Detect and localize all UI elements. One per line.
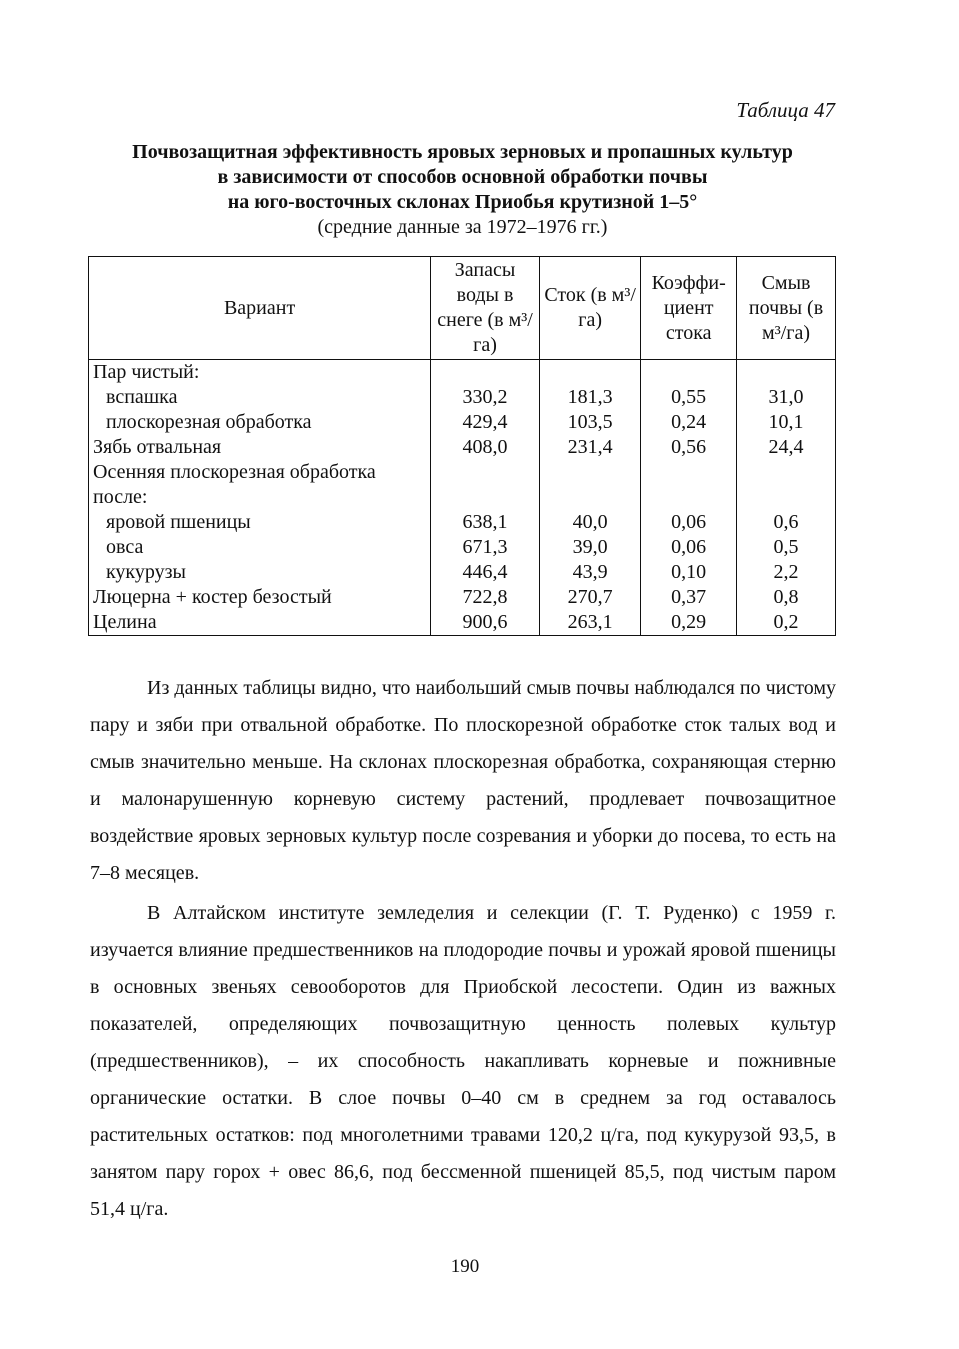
table-row <box>89 610 836 636</box>
cell-soil-loss: 24,4 <box>737 435 836 460</box>
table-row <box>89 410 836 435</box>
table-row <box>89 385 836 410</box>
table-row <box>89 560 836 585</box>
cell-soil-loss: 0,2 <box>737 610 836 636</box>
data-table <box>88 256 836 636</box>
header-snow-water: Запасы воды в снеге (в м³/га) <box>431 257 540 360</box>
cell-coefficient: 0,56 <box>641 435 737 460</box>
cell-soil-loss <box>737 460 836 485</box>
cell-coefficient <box>641 485 737 510</box>
cell-soil-loss <box>737 360 836 386</box>
table-row <box>89 460 836 485</box>
table-row <box>89 360 836 386</box>
cell-coefficient: 0,06 <box>641 510 737 535</box>
cell-snow-water: 446,4 <box>431 560 540 585</box>
cell-runoff: 270,7 <box>539 585 640 610</box>
cell-soil-loss: 10,1 <box>737 410 836 435</box>
cell-snow-water <box>431 485 540 510</box>
cell-runoff: 231,4 <box>539 435 640 460</box>
cell-runoff: 43,9 <box>539 560 640 585</box>
cell-snow-water: 429,4 <box>431 410 540 435</box>
row-label: Осенняя плоскорезная обработка <box>89 460 431 485</box>
table-caption: Таблица 47 <box>736 98 835 122</box>
row-label: Пар чистый: <box>89 360 431 386</box>
cell-coefficient: 0,55 <box>641 385 737 410</box>
row-label: Зябь отвальная <box>89 435 431 460</box>
table-row <box>89 585 836 610</box>
cell-snow-water: 408,0 <box>431 435 540 460</box>
cell-coefficient: 0,06 <box>641 535 737 560</box>
header-coefficient: Коэффи-циент стока <box>641 257 737 360</box>
cell-snow-water: 638,1 <box>431 510 540 535</box>
cell-snow-water <box>431 360 540 386</box>
cell-soil-loss: 0,8 <box>737 585 836 610</box>
cell-coefficient <box>641 460 737 485</box>
cell-soil-loss <box>737 485 836 510</box>
header-runoff: Сток (в м³/га) <box>539 257 640 360</box>
cell-soil-loss: 2,2 <box>737 560 836 585</box>
cell-coefficient: 0,37 <box>641 585 737 610</box>
body-text <box>90 670 836 1228</box>
cell-snow-water: 330,2 <box>431 385 540 410</box>
header-variant: Вариант <box>89 257 431 360</box>
cell-runoff: 103,5 <box>539 410 640 435</box>
table-title <box>90 140 835 240</box>
cell-coefficient: 0,24 <box>641 410 737 435</box>
cell-soil-loss: 0,5 <box>737 535 836 560</box>
table-header-row <box>89 257 836 360</box>
paragraph: Из данных таблицы видно, что наибольший смыв почвы наблюдался по чистому пару и зяби при отвальной обработке. По плоскорезной обработке сток талых вод и смыв значительно меньше. На склонах плоскорезная обработка, сохраняющая стерню и малонарушенную корневую систему растений, продлевает почвозащитное воздействие яровых зерновых культур после созревания и уборки до посева, то есть на 7–8 месяцев. <box>90 677 836 884</box>
table-row <box>89 510 836 535</box>
paragraph: В Алтайском институте земледелия и селекции (Г. Т. Руденко) с 1959 г. изучается влияние предшественников на плодородие почвы и урожай яровой пшеницы в основных звеньях севооборотов для Приобской лесостепи. Один из важных показателей, определяющих почвозащитную ценность полевых культур (предшественников), – их способность накапливать корневые и пожнивные органические остатки. В слое почвы 0–40 см в среднем за год оставалось растительных остатков: под многолетними травами 120,2 ц/га, под кукурузой 93,5, в занятом пару горох + овес 86,6, под бессменной пшеницей 85,5, под чистым паром 51,4 ц/га. <box>90 902 836 1220</box>
row-label: после: <box>89 485 431 510</box>
cell-runoff <box>539 360 640 386</box>
row-label: плоскорезная обработка <box>89 410 431 435</box>
cell-snow-water <box>431 460 540 485</box>
cell-snow-water: 671,3 <box>431 535 540 560</box>
table-row <box>89 535 836 560</box>
title-line-2: в зависимости от способов основной обработки почвы <box>217 166 708 188</box>
cell-runoff: 39,0 <box>539 535 640 560</box>
title-line-3: на юго-восточных склонах Приобья крутизной 1–5° <box>227 191 698 213</box>
title-line-1: Почвозащитная эффективность яровых зерновых и пропашных культур <box>132 141 793 163</box>
cell-snow-water: 722,8 <box>431 585 540 610</box>
cell-runoff: 263,1 <box>539 610 640 636</box>
row-label: овса <box>89 535 431 560</box>
cell-snow-water: 900,6 <box>431 610 540 636</box>
cell-runoff <box>539 460 640 485</box>
title-subtitle: (средние данные за 1972–1976 гг.) <box>317 216 608 238</box>
cell-coefficient: 0,29 <box>641 610 737 636</box>
cell-runoff: 181,3 <box>539 385 640 410</box>
table-row <box>89 485 836 510</box>
row-label: вспашка <box>89 385 431 410</box>
row-label: яровой пшеницы <box>89 510 431 535</box>
cell-soil-loss: 0,6 <box>737 510 836 535</box>
cell-runoff: 40,0 <box>539 510 640 535</box>
header-soil-loss: Смыв почвы (в м³/га) <box>737 257 836 360</box>
page-number: 190 <box>450 1256 480 1277</box>
cell-soil-loss: 31,0 <box>737 385 836 410</box>
row-label: Люцерна + костер безостый <box>89 585 431 610</box>
cell-coefficient <box>641 360 737 386</box>
cell-runoff <box>539 485 640 510</box>
cell-coefficient: 0,10 <box>641 560 737 585</box>
row-label: кукурузы <box>89 560 431 585</box>
table-row <box>89 435 836 460</box>
row-label: Целина <box>89 610 431 636</box>
